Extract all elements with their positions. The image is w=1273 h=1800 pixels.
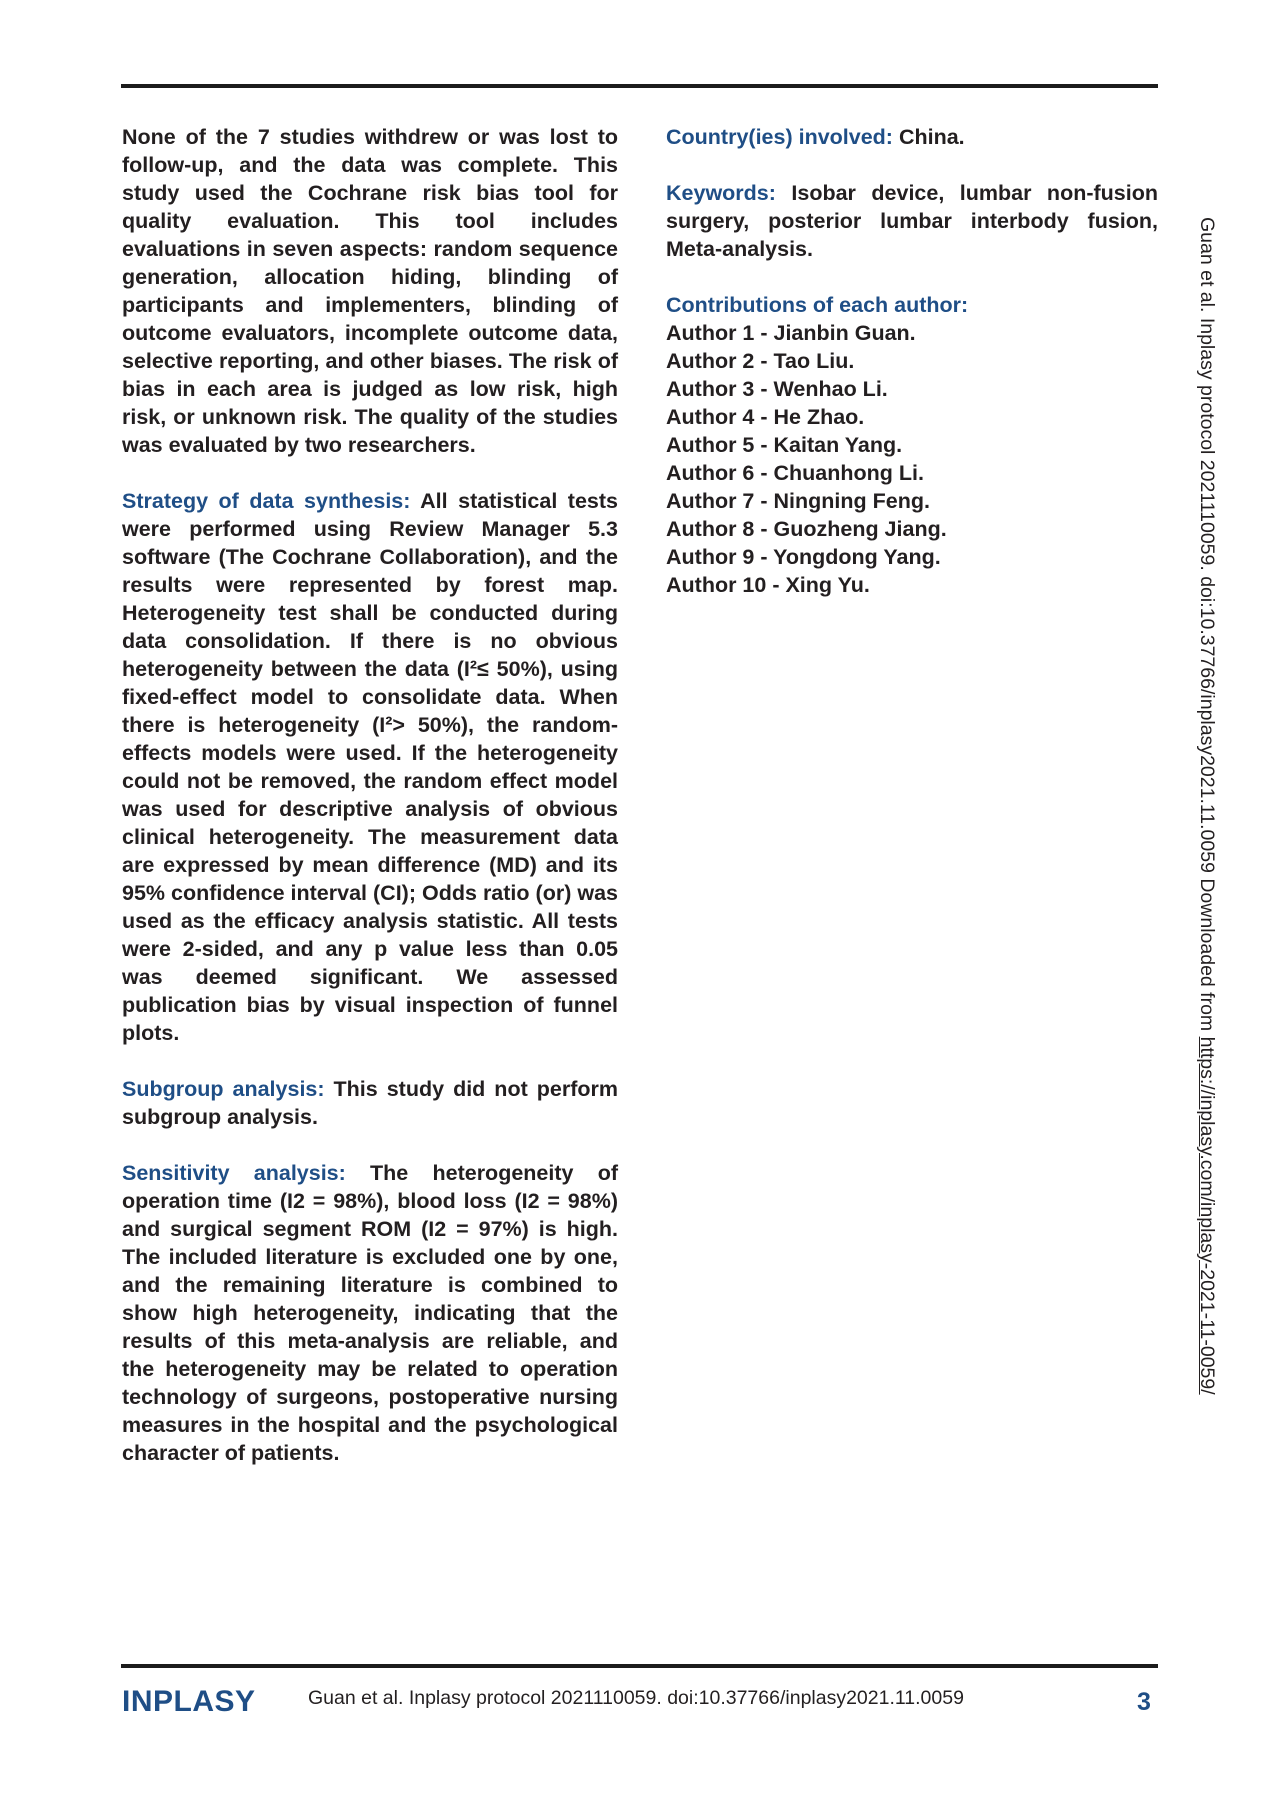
author-item: Author 9 - Yongdong Yang.	[666, 545, 941, 569]
bottom-rule	[121, 1664, 1158, 1668]
side-margin-citation	[1195, 217, 1219, 1547]
author-item: Author 8 - Guozheng Jiang.	[666, 517, 947, 541]
page-number: 3	[1137, 1688, 1151, 1716]
author-item: Author 10 - Xing Yu.	[666, 573, 870, 597]
author-item: Author 4 - He Zhao.	[666, 405, 865, 429]
sensitivity-text: The heterogeneity of operation time (I2 = 98%), blood loss (I2 = 98%) and surgical segment ROM (I2 = 97%) is high. The included literature is excluded one by one, and the remaining literature is combined to show high heterogeneity, indicating that the results of this meta-analysis are reliable, and the heterogeneity may be related to operation technology of surgeons, postoperative nursing measures in the hospital and the psychological character of patients.	[122, 1161, 618, 1465]
subgroup-text: This study did not perform subgroup analysis.	[122, 1077, 618, 1129]
keywords-heading: Keywords:	[666, 181, 776, 205]
sensitivity-heading: Sensitivity analysis:	[122, 1161, 346, 1185]
contributions-section	[666, 291, 1158, 599]
side-download-link[interactable]: https://inplasy.com/inplasy-2021-11-0059/	[1196, 1036, 1218, 1395]
author-item: Author 2 - Tao Liu.	[666, 349, 855, 373]
sensitivity-section	[122, 1159, 618, 1467]
country-heading: Country(ies) involved:	[666, 125, 893, 149]
strategy-heading: Strategy of data synthesis:	[122, 489, 411, 513]
keywords-section	[666, 179, 1158, 263]
keywords-text: Isobar device, lumbar non-fusion surgery, posterior lumbar interbody fusion, Meta-analysis.	[666, 181, 1158, 261]
top-rule	[121, 84, 1158, 88]
author-item: Author 6 - Chuanhong Li.	[666, 461, 924, 485]
subgroup-section	[122, 1075, 618, 1131]
right-column	[666, 123, 1158, 599]
strategy-section	[122, 487, 618, 1047]
inplasy-logo: INPLASY	[122, 1685, 256, 1718]
quality-paragraph: None of the 7 studies withdrew or was lost to follow-up, and the data was complete. This study used the Cochrane risk bias tool for quality evaluation. This tool includes evaluations in seven aspects: random sequence generation, allocation hiding, blinding of participants and implementers, blinding of outcome evaluators, incomplete outcome data, selective reporting, and other biases. The risk of bias in each area is judged as low risk, high risk, or unknown risk. The quality of the studies was evaluated by two researchers.	[122, 125, 618, 457]
country-section	[666, 123, 1158, 151]
strategy-text: All statistical tests were performed using Review Manager 5.3 software (The Cochrane Collaboration), and the results were represented by forest map. Heterogeneity test shall be conducted during data consolidation. If there is no obvious heterogeneity between the data (I²≤ 50%), using fixed-effect model to consolidate data. When there is heterogeneity (I²> 50%), the random-effects models were used. If the heterogeneity could not be removed, the random effect model was used for descriptive analysis of obvious clinical heterogeneity. The measurement data are expressed by mean difference (MD) and its 95% confidence interval (CI); Odds ratio (or) was used as the efficacy analysis statistic. All tests were 2-sided, and any p value less than 0.05 was deemed significant. We assessed publication bias by visual inspection of funnel plots.	[122, 489, 618, 1045]
author-item: Author 7 - Ningning Feng.	[666, 489, 930, 513]
author-item: Author 3 - Wenhao Li.	[666, 377, 888, 401]
contributions-heading: Contributions of each author:	[666, 293, 969, 317]
left-column	[122, 123, 618, 1495]
footer-citation: Guan et al. Inplasy protocol 2021110059. doi:10.37766/inplasy2021.11.0059	[308, 1687, 964, 1709]
author-item: Author 5 - Kaitan Yang.	[666, 433, 903, 457]
country-text: China.	[898, 125, 965, 149]
author-item: Author 1 - Jianbin Guan.	[666, 321, 916, 345]
side-citation-text: Guan et al. Inplasy protocol 2021110059. doi:10.37766/inplasy2021.11.0059 Downloaded from	[1196, 217, 1218, 1037]
subgroup-heading: Subgroup analysis:	[122, 1077, 325, 1101]
author-list	[666, 319, 1158, 599]
